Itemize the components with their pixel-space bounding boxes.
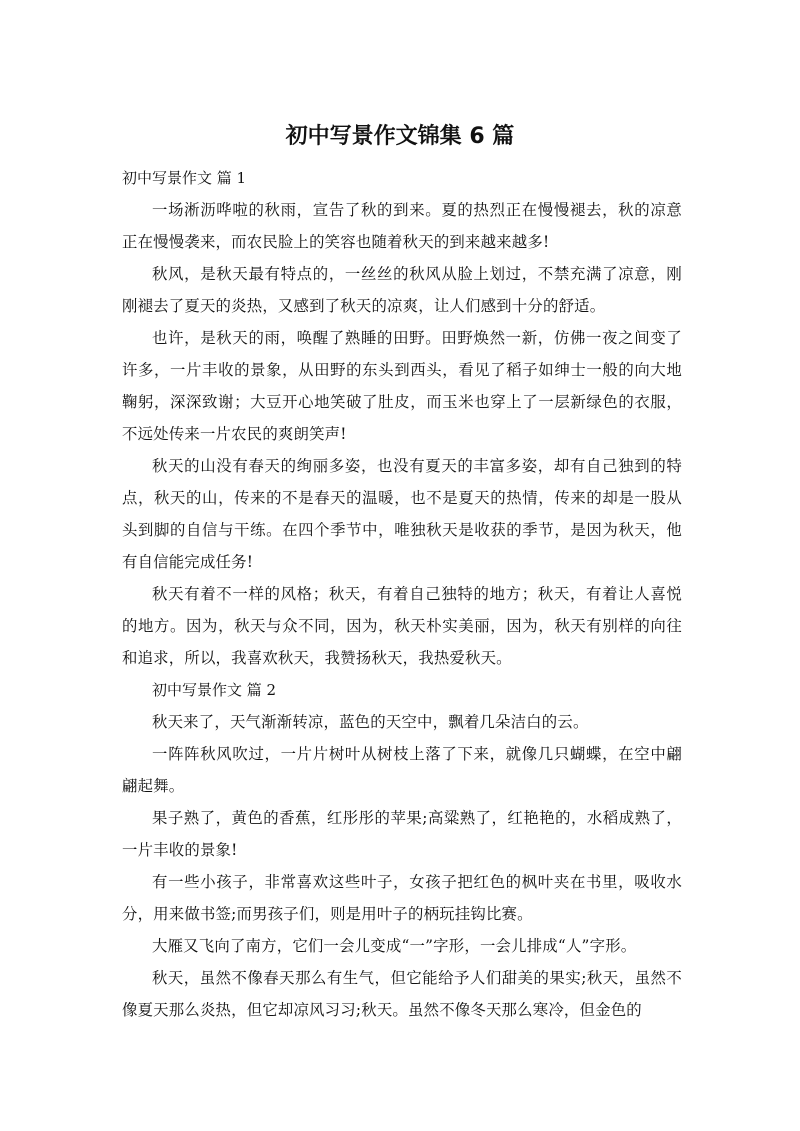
paragraph: 一场淅沥哗啦的秋雨，宣告了秋的到来。夏的热烈正在慢慢褪去，秋的凉意正在慢慢袭来，而农民脸上的笑容也随着秋天的到来越来越多! [122,201,682,251]
paragraph: 一阵阵秋风吹过，一片片树叶从树枝上落了下来，就像几只蝴蝶，在空中翩翩起舞。 [122,745,682,795]
paragraph: 秋天的山没有春天的绚丽多姿，也没有夏天的丰富多姿，却有自己独到的特点，秋天的山，传来的不是春天的温暖，也不是夏天的热情，传来的却是一股从头到脚的自信与干练。在四个季节中，唯独秋天是收获的季节，是因为秋天，他有自信能完成任务! [122,457,682,571]
paragraph: 秋风，是秋天最有特点的，一丝丝的秋风从脸上划过，不禁充满了凉意，刚刚褪去了夏天的炎热，又感到了秋天的凉爽，让人们感到十分的舒适。 [122,265,682,315]
document-title: 初中写景作文锦集 6 篇 [285,124,515,149]
document-body [122,162,682,1026]
paragraph: 果子熟了，黄色的香蕉，红彤彤的苹果;高粱熟了，红艳艳的，水稻成熟了，一片丰收的景象! [122,809,682,859]
paragraph: 有一些小孩子，非常喜欢这些叶子，女孩子把红色的枫叶夹在书里，吸收水分，用来做书签;而男孩子们，则是用叶子的柄玩挂钩比赛。 [122,873,682,923]
paragraph: 秋天有着不一样的风格；秋天，有着自己独特的地方；秋天，有着让人喜悦的地方。因为，秋天与众不同，因为，秋天朴实美丽，因为，秋天有别样的向往和追求，所以，我喜欢秋天，我赞扬秋天，我热爱秋天。 [122,585,682,667]
section-heading-1: 初中写景作文 篇 1 [122,169,247,187]
section-heading-2: 初中写景作文 篇 2 [152,681,277,699]
paragraph: 大雁又飞向了南方，它们一会儿变成“一”字形，一会儿排成“人”字形。 [152,937,637,955]
paragraph: 秋天，虽然不像春天那么有生气，但它能给予人们甜美的果实;秋天，虽然不像夏天那么炎热，但它却凉风习习;秋天。虽然不像冬天那么寒冷，但金色的 [122,969,682,1019]
paragraph: 也许，是秋天的雨，唤醒了熟睡的田野。田野焕然一新，仿佛一夜之间变了许多，一片丰收的景象，从田野的东头到西头，看见了稻子如绅士一般的向大地鞠躬，深深致谢；大豆开心地笑破了肚皮，而玉米也穿上了一层新绿色的衣服，不远处传来一片农民的爽朗笑声! [122,329,682,443]
paragraph: 秋天来了，天气渐渐转凉，蓝色的天空中，飘着几朵洁白的云。 [152,713,589,731]
